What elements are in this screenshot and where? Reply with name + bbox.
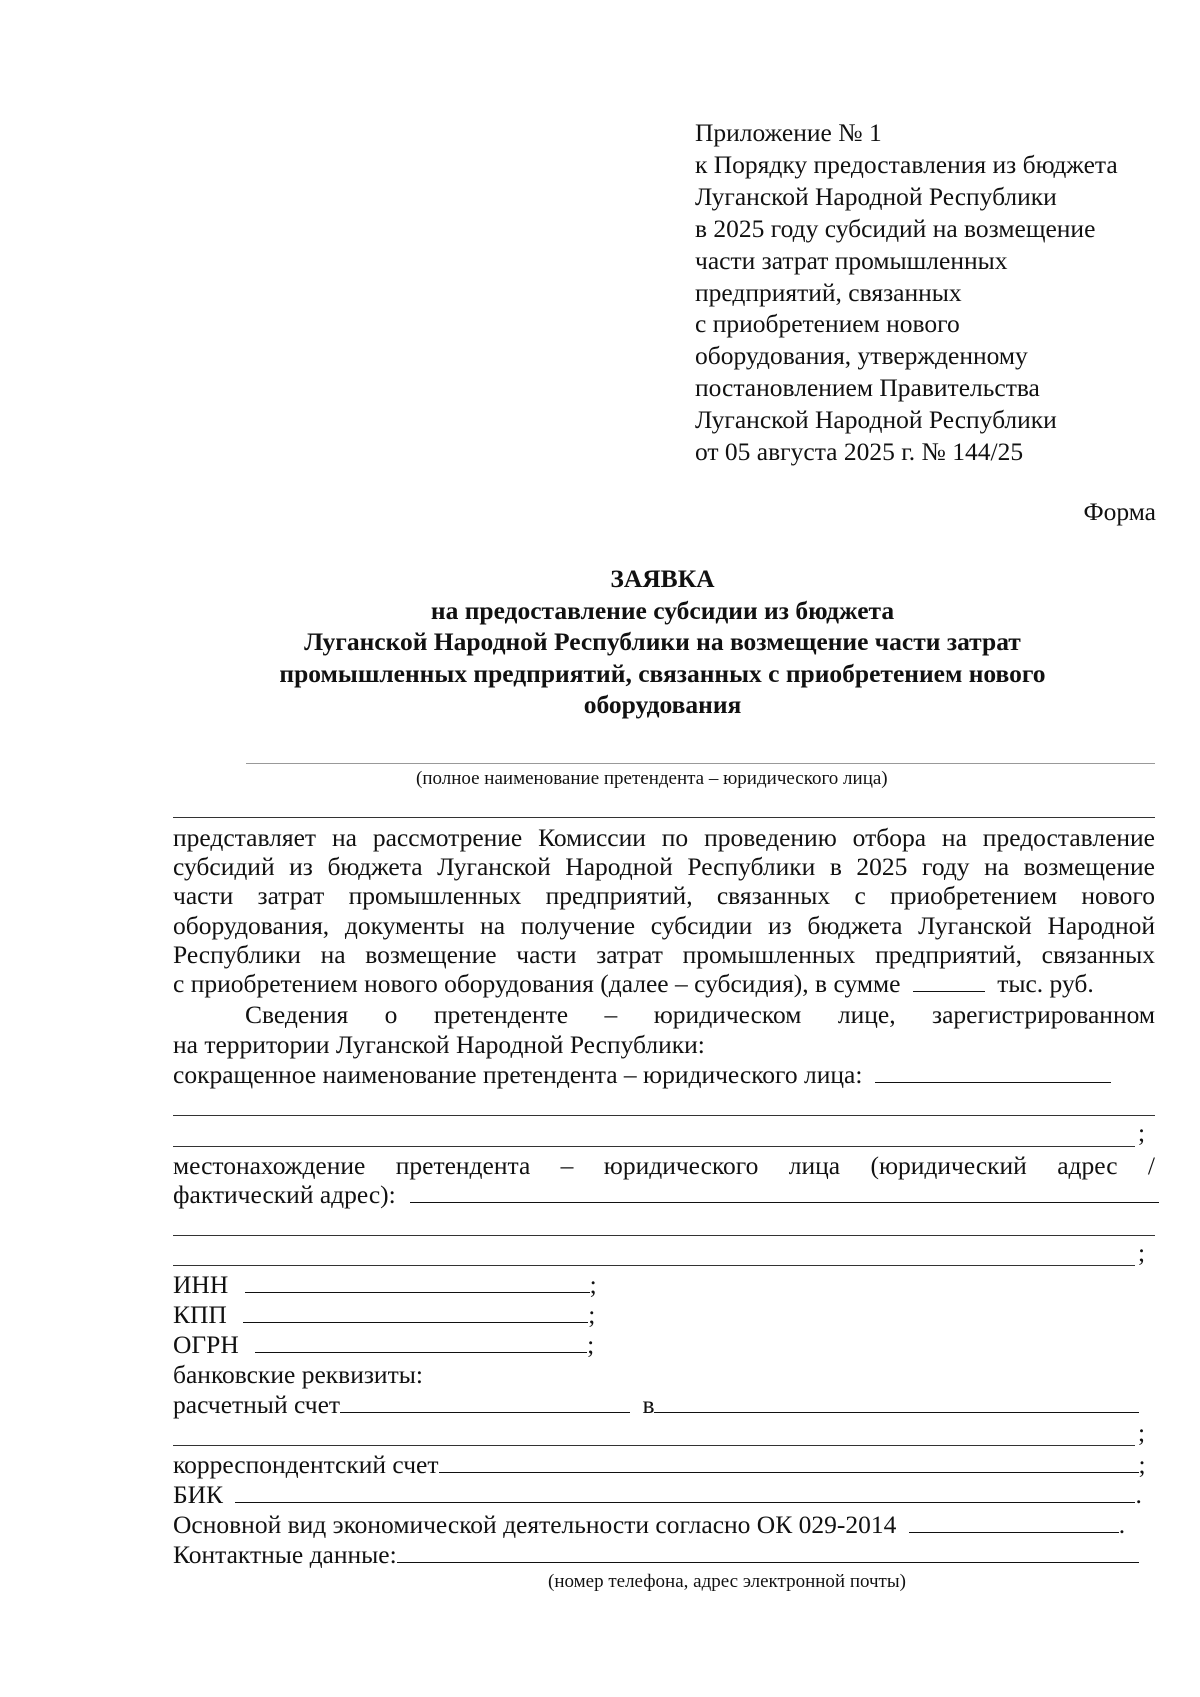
semicolon: ; xyxy=(589,1270,597,1299)
account-row xyxy=(173,1390,1139,1420)
semicolon: ; xyxy=(1138,1450,1146,1479)
paragraph-line: субсидий из бюджета Луганской Народной Республики в 2025 году на возмещение xyxy=(173,852,1155,882)
appendix-line: оборудования, утвержденному xyxy=(695,341,1028,371)
contacts-caption: (номер телефона, адрес электронной почты) xyxy=(548,1571,906,1592)
location-field-2[interactable] xyxy=(173,1235,1155,1236)
bik-label: БИК xyxy=(173,1480,224,1509)
location-label-2: фактический адрес): xyxy=(173,1180,396,1209)
ogrn-label: ОГРН xyxy=(173,1330,239,1359)
subsidy-amount-field[interactable] xyxy=(913,969,985,992)
inn-field[interactable] xyxy=(245,1270,590,1293)
paragraph-line: части затрат промышленных предприятий, связанных с приобретением нового xyxy=(173,881,1155,911)
corr-account-row xyxy=(173,1450,1146,1480)
applicant-name-field-2[interactable] xyxy=(173,817,1155,818)
contacts-label: Контактные данные: xyxy=(173,1540,397,1569)
location-row-2 xyxy=(173,1180,1159,1210)
paragraph-line: Республики на возмещение части затрат промышленных предприятий, связанных xyxy=(173,939,1155,969)
account-in-label: в xyxy=(642,1390,655,1419)
appendix-line: Луганской Народной Республики xyxy=(695,181,1057,211)
paragraph-last-suffix: тыс. руб. xyxy=(997,969,1094,998)
paragraph-last-prefix: с приобретением нового оборудования (далее – субсидия), в сумме xyxy=(173,969,901,998)
location-row xyxy=(173,1151,1155,1180)
location-label: местонахождение претендента – юридического лица (юридический адрес / xyxy=(173,1151,1155,1180)
appendix-block xyxy=(695,117,1175,468)
short-name-field-2[interactable] xyxy=(173,1115,1155,1116)
appendix-line: постановлением Правительства xyxy=(695,373,1040,403)
short-name-field[interactable] xyxy=(875,1060,1111,1083)
kpp-field[interactable] xyxy=(243,1300,588,1323)
location-field[interactable] xyxy=(410,1180,1159,1203)
appendix-line: в 2025 году субсидий на возмещение xyxy=(695,213,1096,243)
paragraph-main xyxy=(173,823,1155,969)
okved-row xyxy=(173,1510,1125,1540)
appendix-line: Приложение № 1 xyxy=(695,118,882,147)
paragraph-line: представляет на рассмотрение Комиссии по проведению отбора на предоставление xyxy=(173,823,1155,852)
okved-field[interactable] xyxy=(909,1510,1119,1533)
semicolon: ; xyxy=(587,1330,595,1359)
title-line: ЗАЯВКА xyxy=(610,564,715,593)
appendix-line: к Порядку предоставления из бюджета xyxy=(695,149,1118,179)
semicolon: ; xyxy=(1138,1118,1146,1147)
inn-row xyxy=(173,1270,597,1300)
appendix-line: предприятий, связанных xyxy=(695,277,962,307)
kpp-label: КПП xyxy=(173,1300,227,1329)
document-title xyxy=(170,563,1155,721)
title-line: оборудования xyxy=(583,690,742,719)
period: . xyxy=(1118,1510,1126,1539)
inn-label: ИНН xyxy=(173,1270,229,1299)
paragraph-line: на территории Луганской Народной Республики: xyxy=(173,1030,705,1059)
applicant-name-caption: (полное наименование претендента – юридического лица) xyxy=(416,768,888,789)
paragraph-line: Сведения о претенденте – юридическом лице, зарегистрированном xyxy=(245,1000,1155,1029)
account-field[interactable] xyxy=(340,1390,630,1413)
applicant-name-field[interactable] xyxy=(246,763,1155,764)
location-field-3[interactable] xyxy=(173,1265,1135,1266)
ogrn-field[interactable] xyxy=(255,1330,587,1353)
paragraph-line: оборудования, документы на получение субсидии из бюджета Луганской Народной xyxy=(173,910,1155,940)
form-label: Форма xyxy=(1083,497,1156,526)
short-name-label: сокращенное наименование претендента – юридического лица: xyxy=(173,1060,863,1089)
bik-row xyxy=(173,1480,1142,1510)
corr-account-field[interactable] xyxy=(439,1450,1139,1473)
paragraph-info xyxy=(173,1000,1155,1029)
kpp-row xyxy=(173,1300,595,1330)
semicolon: ; xyxy=(588,1300,596,1329)
paragraph-last-line xyxy=(173,969,1094,999)
ogrn-row xyxy=(173,1330,594,1360)
contacts-field[interactable] xyxy=(397,1540,1139,1563)
semicolon: ; xyxy=(1138,1238,1146,1267)
bik-field[interactable] xyxy=(235,1480,1135,1503)
title-line: промышленных предприятий, связанных с приобретением нового xyxy=(279,658,1046,688)
period: . xyxy=(1135,1480,1142,1509)
appendix-line: от 05 августа 2025 г. № 144/25 xyxy=(695,437,1024,467)
account-label: расчетный счет xyxy=(173,1390,341,1419)
title-line: Луганской Народной Республики на возмещение части затрат xyxy=(304,627,1021,656)
okved-label: Основной вид экономической деятельности согласно ОК 029-2014 xyxy=(173,1510,897,1539)
corr-account-label: корреспондентский счет xyxy=(173,1450,439,1479)
short-name-row xyxy=(173,1060,1111,1090)
bank-name-field-2[interactable] xyxy=(173,1445,1135,1446)
semicolon: ; xyxy=(1138,1418,1146,1447)
bank-details-label: банковские реквизиты: xyxy=(173,1360,423,1389)
short-name-field-3[interactable] xyxy=(173,1146,1135,1147)
title-line: на предоставление субсидии из бюджета xyxy=(430,595,895,625)
bank-name-field[interactable] xyxy=(654,1390,1139,1413)
appendix-line: с приобретением нового xyxy=(695,309,960,339)
contacts-row xyxy=(173,1540,1139,1570)
appendix-line: Луганской Народной Республики xyxy=(695,405,1057,435)
appendix-line: части затрат промышленных xyxy=(695,245,1008,275)
